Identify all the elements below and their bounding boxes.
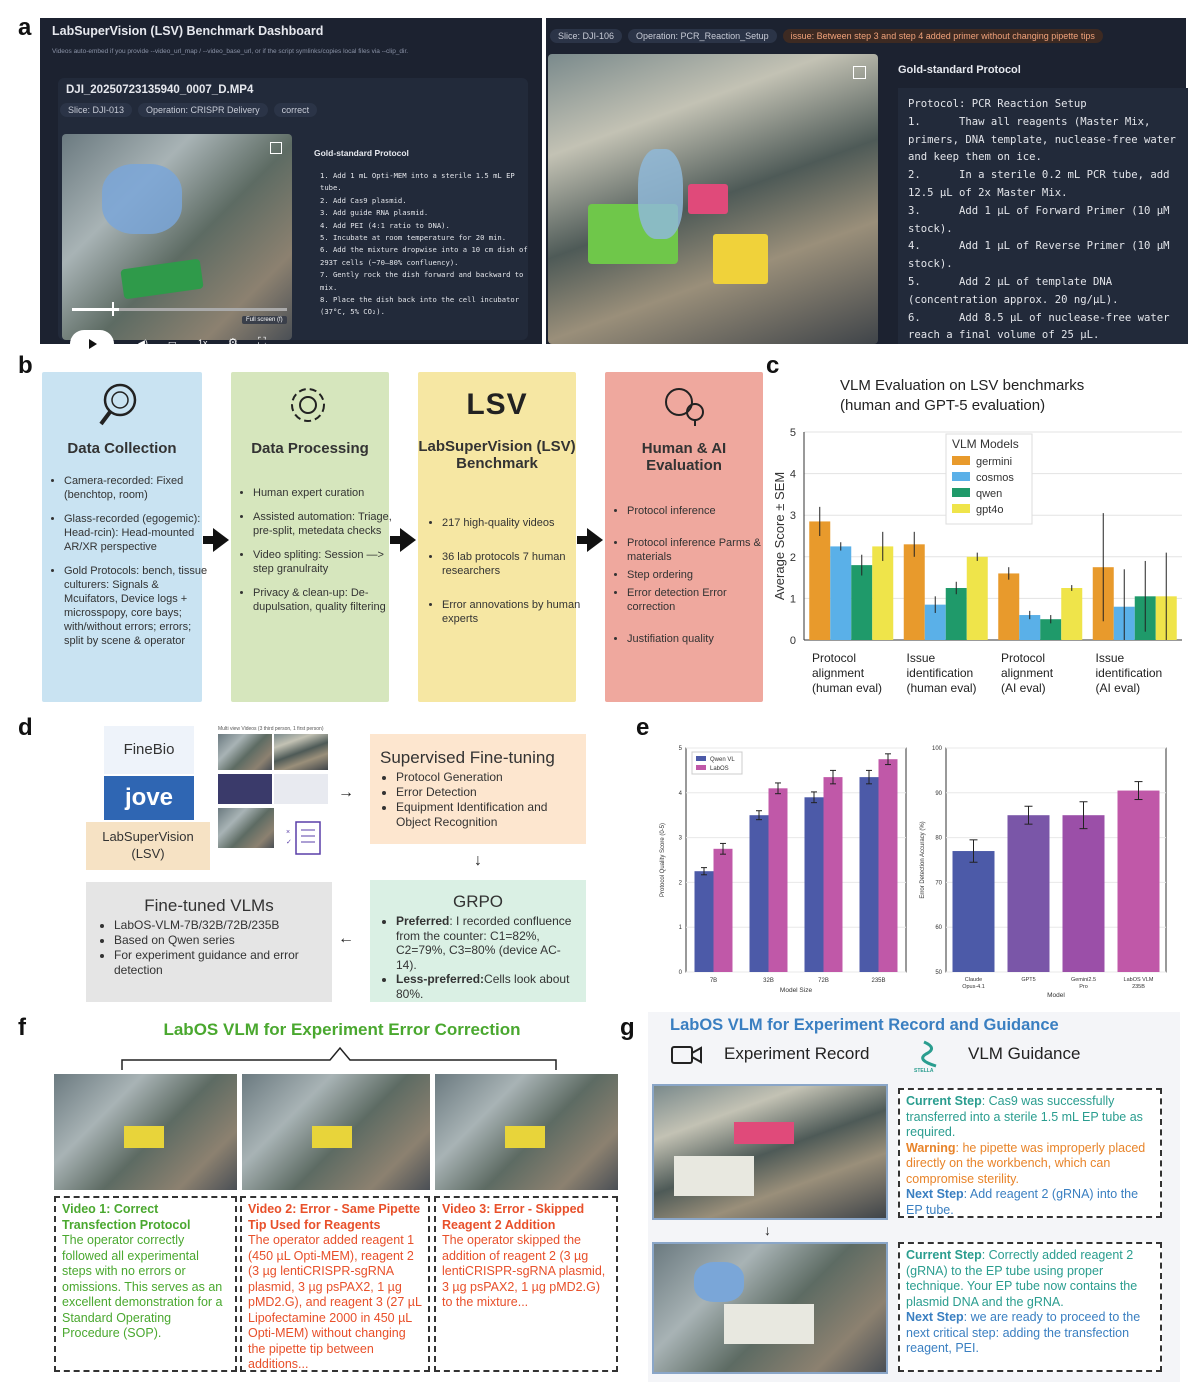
next-step-label: Next Step [906,1187,964,1201]
list-item: • LabOS-VLM-7B/32B/72B/235B [114,918,320,933]
less-preferred-label: Less-preferred: [396,972,485,986]
warning-label: Warning [906,1140,956,1155]
list-item: • Justifiation quality [627,632,773,646]
legend-label: LabOS [710,766,729,772]
gloved-hand-shape-2 [638,149,683,239]
video1-caption [54,1196,237,1372]
guidance-box-1 [898,1088,1162,1218]
list-item: • Privacy & clean-up: De-dupulsation, quality filtering [253,586,399,614]
bar [824,777,843,972]
stella-logo-text: STELLA [914,1068,934,1074]
protocol-text-2: Protocol: PCR Reaction Setup 1. Thaw all reagents (Master Mix, primers, DNA template, nuclease-free water and keep them on ice. 2. In a sterile 0.2 mL PCR tube, add 12.5 µL of 2x Master Mix. 3. Add 1 µL of Forward Primer (10 µM stock). 4. Add 1 µL of Reverse Primer (10 µM stock). 5. Add 2 µL of template DNA (concentration approx. 20 ng/µL). 6. Add 8.5 µL of nuclease-free water reach a final volume of 25 µL. [908,98,1176,342]
legend-label: qwen [976,488,1003,500]
next-step-label: Next Step [906,1310,964,1324]
chart-e-accuracy [912,738,1174,1002]
bar [695,871,714,972]
arrow-down-icon: ↓ [474,852,482,869]
preferred-text: : I recorded confluence from the counter: C1=82%, C2=79%, C3=80% (device AC-14). [396,914,572,972]
y-tick-label: 5 [789,427,796,439]
bar [805,797,824,972]
next-step-text: : we are ready to proceed to the next critical step: adding the transfection reagent, PEI. [906,1310,1141,1355]
chart-title: (human and GPT-5 evaluation) [840,397,1046,414]
x-tick-label: Issue [906,651,936,665]
warning-text: : he pipette was improperly placed directly on the workbench, which can compromise sterility. [906,1140,1146,1186]
bar [1063,815,1105,972]
box-lsv-benchmark [418,372,581,702]
video2-chips [550,26,1109,44]
bar [879,759,898,972]
x-tick-label: GPT5 [1021,977,1036,983]
y-tick-label: 0 [789,635,796,647]
legend-swatch [696,756,706,761]
dashboard-left [40,18,542,349]
list-item: • Error annovations by human experts [442,598,584,626]
legend-swatch [952,456,970,465]
y-axis-label: Protocol Quality Score (0-5) [660,822,666,898]
x-tick-label: 7B [709,978,718,984]
finetuned-vlm-box [86,882,332,1002]
thumb-caption: Multi view Videos (3 third person, 1 first person) [218,726,324,732]
y-tick-label: 90 [935,790,942,797]
gloved-hand-shape [102,164,182,234]
y-tick-label: 2 [789,551,796,564]
lsv-logo: LSV [466,388,528,421]
x-tick-label: identification [906,666,974,680]
x-axis-label: Model Size [779,987,813,994]
white-rack-shape [674,1156,754,1196]
video-filename[interactable]: DJI_20250723135940_0007_D.MP4 [66,84,254,96]
popout-icon[interactable] [270,142,282,154]
arrow-left-icon: ← [338,930,354,947]
bar [809,521,830,640]
current-step-label: Current Step [906,1094,982,1108]
x-tick-label: Claude [964,977,983,983]
operation-chip: Operation: CRISPR Delivery [138,103,268,117]
video-frame-2 [242,1074,430,1190]
x-tick-label: Pro [1079,984,1088,990]
video2-body: The operator added reagent 1 (450 µL Opti-MEM), reagent 2 (3 µg lentiCRISPR-sgRNA plasmid, 3 µg psPAX2, 1 µg pMD2.G), and reagent 3 (27 µL Lipofectamine 2000 in 450 µL Opti-MEM) without changing the pipette tip between additions... [248,1233,422,1371]
flow-arrowhead-2 [400,528,416,552]
video3-head: Video 3: Error - Skipped Reagent 2 Addition [442,1202,585,1232]
bar [769,788,788,972]
bar [998,573,1019,640]
reagent-rack-shape [124,1126,164,1148]
panel-label-b: b [18,352,33,379]
grpo-box [370,880,586,1002]
protocol-text-1: 1. Add 1 mL Opti-MEM into a sterile 1.5 mL EP tube. 2. Add Cas9 plasmid. 3. Add guide RNA plasmid. 4. Add PEI (4:1 ratio to DNA). 5. Incubate at room temperature for 20 min. 6. Add the mixture dropwise into a 10 cm dish of 293T cells (~70–80% confluency). 7. Gently rock the dish forward and backward to mix. 8. Place the dish back into the cell incubator (37°C, 5% CO₂). [320,171,528,317]
box-title: LabSuperVision (LSV) Benchmark [418,438,576,472]
x-tick-label: 235B [1132,984,1145,990]
video-frame-3 [435,1074,618,1190]
panel-g-title: LabOS VLM for Experiment Record and Guidance [670,1016,1059,1034]
y-tick-label: 50 [935,970,942,976]
sft-title: Supervised Fine-tuning [380,748,555,767]
fullscreen-icon[interactable]: ⛶ [258,336,266,348]
flow-arrowhead-3 [587,528,603,552]
panel-label-a: a [18,14,32,41]
thumbnail-collage [218,726,328,866]
video-card [58,78,528,349]
popout-icon-2[interactable] [853,66,866,79]
gear-icon [285,382,331,428]
legend-swatch [952,472,970,481]
list-item: • Protocol Generation [396,770,576,785]
box-data-collection [42,372,208,702]
y-axis-label: Average Score ± SEM [772,471,787,601]
guidance-label: VLM Guidance [968,1044,1081,1063]
x-axis-label: Model [1047,992,1065,999]
legend-swatch [696,765,706,770]
white-rack-shape [724,1304,814,1344]
panel-label-g: g [620,1014,635,1041]
x-tick-label: alignment [1001,666,1054,680]
sft-box [370,734,586,844]
thumbnail [218,808,274,848]
bar [714,849,733,972]
bar [750,815,769,972]
list-item: • Video spliting: Session —> step granulraity [253,548,399,576]
chart-e-quality [650,738,912,1002]
dashboard-right [546,18,1186,344]
list-item: • Based on Qwen series [114,933,320,948]
issue-chip: issue: Between step 3 and step 4 added primer without changing pipette tips [783,29,1103,43]
x-tick-label: (human eval) [812,681,883,695]
legend-label: Qwen VL [710,757,735,763]
panel-label-e: e [636,714,650,741]
video2-head: Video 2: Error - Same Pipette Tip Used for Reagents [248,1202,421,1232]
list-item: • Step ordering [627,568,773,582]
next-step-text: : Add reagent 2 (gRNA) into the EP tube. [906,1187,1139,1217]
video-chips [60,100,323,118]
bar [1061,588,1082,640]
bar [851,565,872,640]
reagent-rack-shape [505,1126,545,1148]
protocol-title-2: Gold-standard Protocol [898,64,1021,76]
list-item: • Error detection Error correction [627,586,773,614]
x-tick-label: Opus-4.1 [962,984,985,990]
bar [967,557,988,640]
speed-control[interactable]: 1x [198,338,208,348]
video1-head: Video 1: Correct Transfection Protocol [62,1202,191,1232]
volume-icon[interactable]: ◀) [138,338,148,348]
list-item: • Camera-recorded: Fixed (benchtop, room) [64,474,212,502]
lsv-source: LabSuperVision (LSV) [86,822,210,870]
document-list-icon [286,820,326,860]
scrubber-handle[interactable] [112,302,114,316]
thumbnail [218,734,272,770]
jove-source: jove [104,776,194,820]
panel-label-c: c [766,352,780,379]
dashboard-title: LabSuperVision (LSV) Benchmark Dashboard [52,24,324,38]
list-item: • Assisted automation: Triage, pre-split, metedata checks [253,510,399,538]
slice-chip: Slice: DJI-013 [60,103,132,117]
x-tick-label: (AI eval) [1001,681,1046,695]
y-tick-label: 0 [678,970,682,976]
svg-text:×: × [286,829,291,836]
chart-c [764,370,1192,706]
protocol-title-1: Gold-standard Protocol [314,148,409,158]
play-button[interactable] [70,330,114,358]
captions-icon[interactable]: ▭ [168,338,177,348]
pink-rack-shape [734,1122,794,1144]
video-player-2[interactable] [548,54,878,344]
video2-caption [240,1196,430,1372]
video-player[interactable] [62,134,292,349]
y-tick-label: 4 [789,468,796,481]
record-label: Experiment Record [724,1044,870,1063]
record-frame-2 [652,1242,888,1374]
arrow-down-icon: ↓ [764,1222,771,1238]
magnifier-icon [98,380,146,430]
x-tick-label: Protocol [812,651,857,665]
box-data-processing [231,372,392,702]
yellow-rack-shape [713,234,768,284]
progress-track[interactable] [72,308,287,311]
x-tick-label: 32B [763,978,774,984]
box-evaluation [605,372,763,702]
x-tick-label: (human eval) [906,681,977,695]
y-tick-label: 5 [678,746,682,752]
finebio-source: FineBio [104,726,194,774]
svg-text:✓: ✓ [286,839,292,846]
chart-title: VLM Evaluation on LSV benchmarks [840,377,1085,394]
x-tick-label: alignment [812,666,865,680]
record-frame-1 [652,1084,888,1220]
y-tick-label: 1 [789,593,796,606]
y-tick-label: 2 [678,880,682,887]
gloved-hand-shape [694,1262,744,1302]
list-item: • Human expert curation [253,486,399,500]
y-axis-label: Error Detection Accuracy (%) [920,821,926,899]
protocol-box-2 [898,88,1188,344]
thumbnail [274,774,328,804]
x-tick-label: identification [1095,666,1163,680]
y-tick-label: 1 [678,925,682,932]
status-chip: correct [274,103,318,117]
dashboard-subtitle: Videos auto-embed if you provide --video_url_map / --video_base_url, or if the script symlinks/copies local files via --clip_dir. [52,48,409,55]
bar [830,546,851,640]
bar [1008,815,1050,972]
y-tick-label: 60 [935,925,942,932]
green-rack-shape [120,259,203,300]
list-item: • Gold Protocols: bench, tissue culturers: Signals & Mcuifators, Device logs + microsspopy, core bays; with/without errors; errors; split by scene & operator [64,564,212,648]
stella-logo-icon [916,1040,946,1068]
bar [860,777,879,972]
y-tick-label: 80 [935,835,942,842]
legend-label: cosmos [976,472,1014,484]
x-tick-label: Gemini2.5 [1070,977,1097,983]
x-tick-label: Protocol [1001,651,1046,665]
list-item: • Glass-recorded (egogemic): Head-rcin): Head-mounted AR/XR perspective [64,512,212,554]
panel-label-f: f [18,1014,26,1041]
settings-gear-icon[interactable]: ⚙ [228,337,238,349]
y-tick-label: 70 [935,880,942,887]
pink-rack-shape [688,184,728,214]
brace-icon [120,1044,560,1074]
video-camera-icon [670,1044,704,1066]
bar [904,544,925,640]
legend-title: VLM Models [952,437,1019,451]
bar [1118,791,1160,972]
legend-swatch [952,504,970,513]
legend-label: gpt4o [976,504,1004,516]
x-tick-label: (AI eval) [1095,681,1141,695]
y-tick-label: 4 [678,790,682,797]
bar [946,588,967,640]
y-tick-label: 100 [931,746,942,752]
legend-swatch [952,488,970,497]
legend-label: germini [976,456,1013,468]
list-item: • Protocol inference Parms & materials [627,536,773,564]
thumbnail [274,734,328,770]
arrow-right-icon: → [338,784,354,801]
thumbnail [218,774,272,804]
current-step-text: : Correctly added reagent 2 (gRNA) to the EP tube using proper technique. Your EP tube now contains the plasmid DNA and the gRNA. [906,1248,1138,1309]
current-step-label: Current Step [906,1248,982,1262]
video-frame-1 [54,1074,237,1190]
flow-arrowhead-1 [213,528,229,552]
x-tick-label: 235B [871,978,886,984]
current-step-text: : Cas9 was successfully transferred into a sterile 1.5 mL EP tube as required. [906,1094,1143,1139]
grpo-title: GRPO [452,892,504,911]
y-tick-label: 3 [678,835,682,842]
reagent-rack-shape [312,1126,352,1148]
x-tick-label: 72B [818,978,829,984]
panel-f-title: LabOS VLM for Experiment Error Correction [163,1020,521,1039]
box-title: Data Collection [67,440,177,457]
video3-caption [434,1196,618,1372]
x-tick-label: LabOS VLM [1123,977,1154,983]
box-title: Data Processing [251,440,369,457]
panel-label-d: d [18,714,33,741]
video3-body: The operator skipped the addition of reagent 2 (3 µg lentiCRISPR-sgRNA plasmid, 3 µg psPAX2, 1 µg pMD2.G) to the mixture... [442,1233,606,1309]
list-item: • 36 lab protocols 7 human researchers [442,550,584,578]
operation-chip-2: Operation: PCR_Reaction_Setup [628,29,777,43]
list-item: • 217 high-quality videos [442,516,584,530]
list-item: • Error Detection [396,785,576,800]
preferred-label: Preferred [396,914,450,928]
guidance-box-2 [898,1242,1162,1372]
list-item: • For experiment guidance and error detection [114,948,320,978]
list-item: • Protocol inference [627,504,773,518]
box-title: Human & AI Evaluation [641,440,727,474]
video1-body: The operator correctly followed all experimental steps with no errors or omissions. This serves as an excellent demonstration for a Standard Operating Procedure (SOP). [62,1233,223,1340]
play-icon [89,339,97,349]
x-tick-label: Issue [1095,651,1125,665]
vlm-title: Fine-tuned VLMs [144,896,274,915]
list-item: • Equipment Identification and Object Recognition [396,800,576,830]
y-tick-label: 3 [789,510,796,523]
bar [953,851,995,972]
slice-chip-2: Slice: DJI-106 [550,29,622,43]
fullscreen-tooltip: Full screen (f) [242,316,287,324]
less-preferred-text: Cells look about 80%. [396,972,570,1001]
brain-lightbulb-icon [661,382,707,428]
